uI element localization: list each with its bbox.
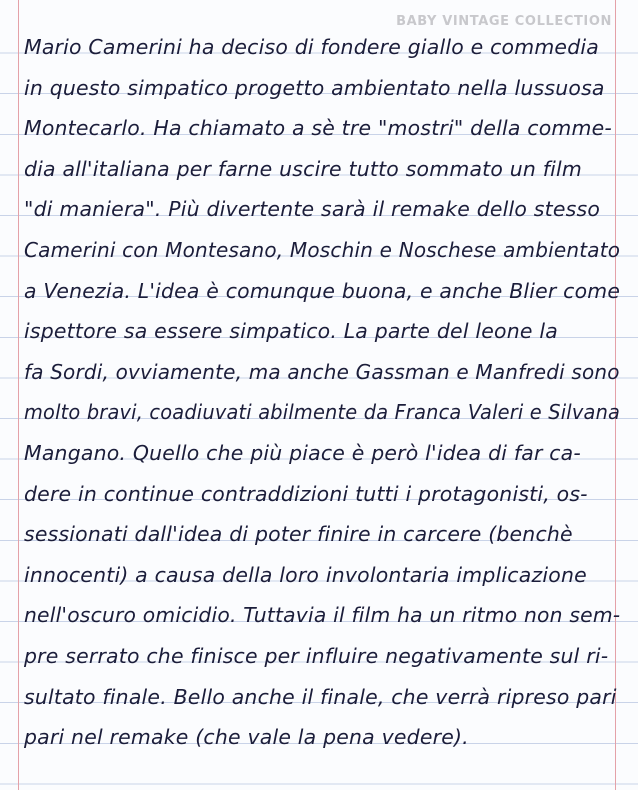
review-line: nell'oscuro omicidio. Tuttavia il film ha un ritmo non sem- xyxy=(24,603,621,628)
review-line: sultato finale. Bello anche il finale, che verrà ripreso pari xyxy=(24,684,617,709)
left-margin-line xyxy=(18,0,19,790)
review-line: sessionati dall'idea di poter finire in carcere (benchè xyxy=(24,522,573,547)
review-line: dere in continue contraddizioni tutti i protagonisti, os- xyxy=(24,481,588,506)
review-line: molto bravi, coadiuvati abilmente da Franca Valeri e Silvana xyxy=(24,400,621,425)
review-line: in questo simpatico progetto ambientato nella lussuosa xyxy=(24,75,605,100)
review-line: pre serrato che finisce per influire negativamente sul ri- xyxy=(24,643,609,668)
review-line: a Venezia. L'idea è comunque buona, e anche Blier come xyxy=(24,278,621,303)
review-line: "di maniera". Più divertente sarà il remake dello stesso xyxy=(24,197,601,222)
review-line: fa Sordi, ovviamente, ma anche Gassman e Manfredi sono xyxy=(24,359,620,384)
review-line: Montecarlo. Ha chiamato a sè tre "mostri" della comme- xyxy=(24,116,612,141)
review-line: pari nel remake (che vale la pena vedere). xyxy=(24,725,469,750)
handwritten-review xyxy=(24,32,622,763)
review-line: ispettore sa essere simpatico. La parte del leone la xyxy=(24,319,558,344)
review-line: Mangano. Quello che più piace è però l'idea di far ca- xyxy=(24,440,581,465)
watermark: BABY VINTAGE COLLECTION xyxy=(396,14,612,29)
review-line: Camerini con Montesano, Moschin e Noschese ambientato xyxy=(24,237,621,262)
review-line: innocenti) a causa della loro involontaria implicazione xyxy=(24,562,587,587)
review-line: dia all'italiana per farne uscire tutto sommato un film xyxy=(24,156,583,181)
review-line: Mario Camerini ha deciso di fondere giallo e commedia xyxy=(24,35,599,59)
